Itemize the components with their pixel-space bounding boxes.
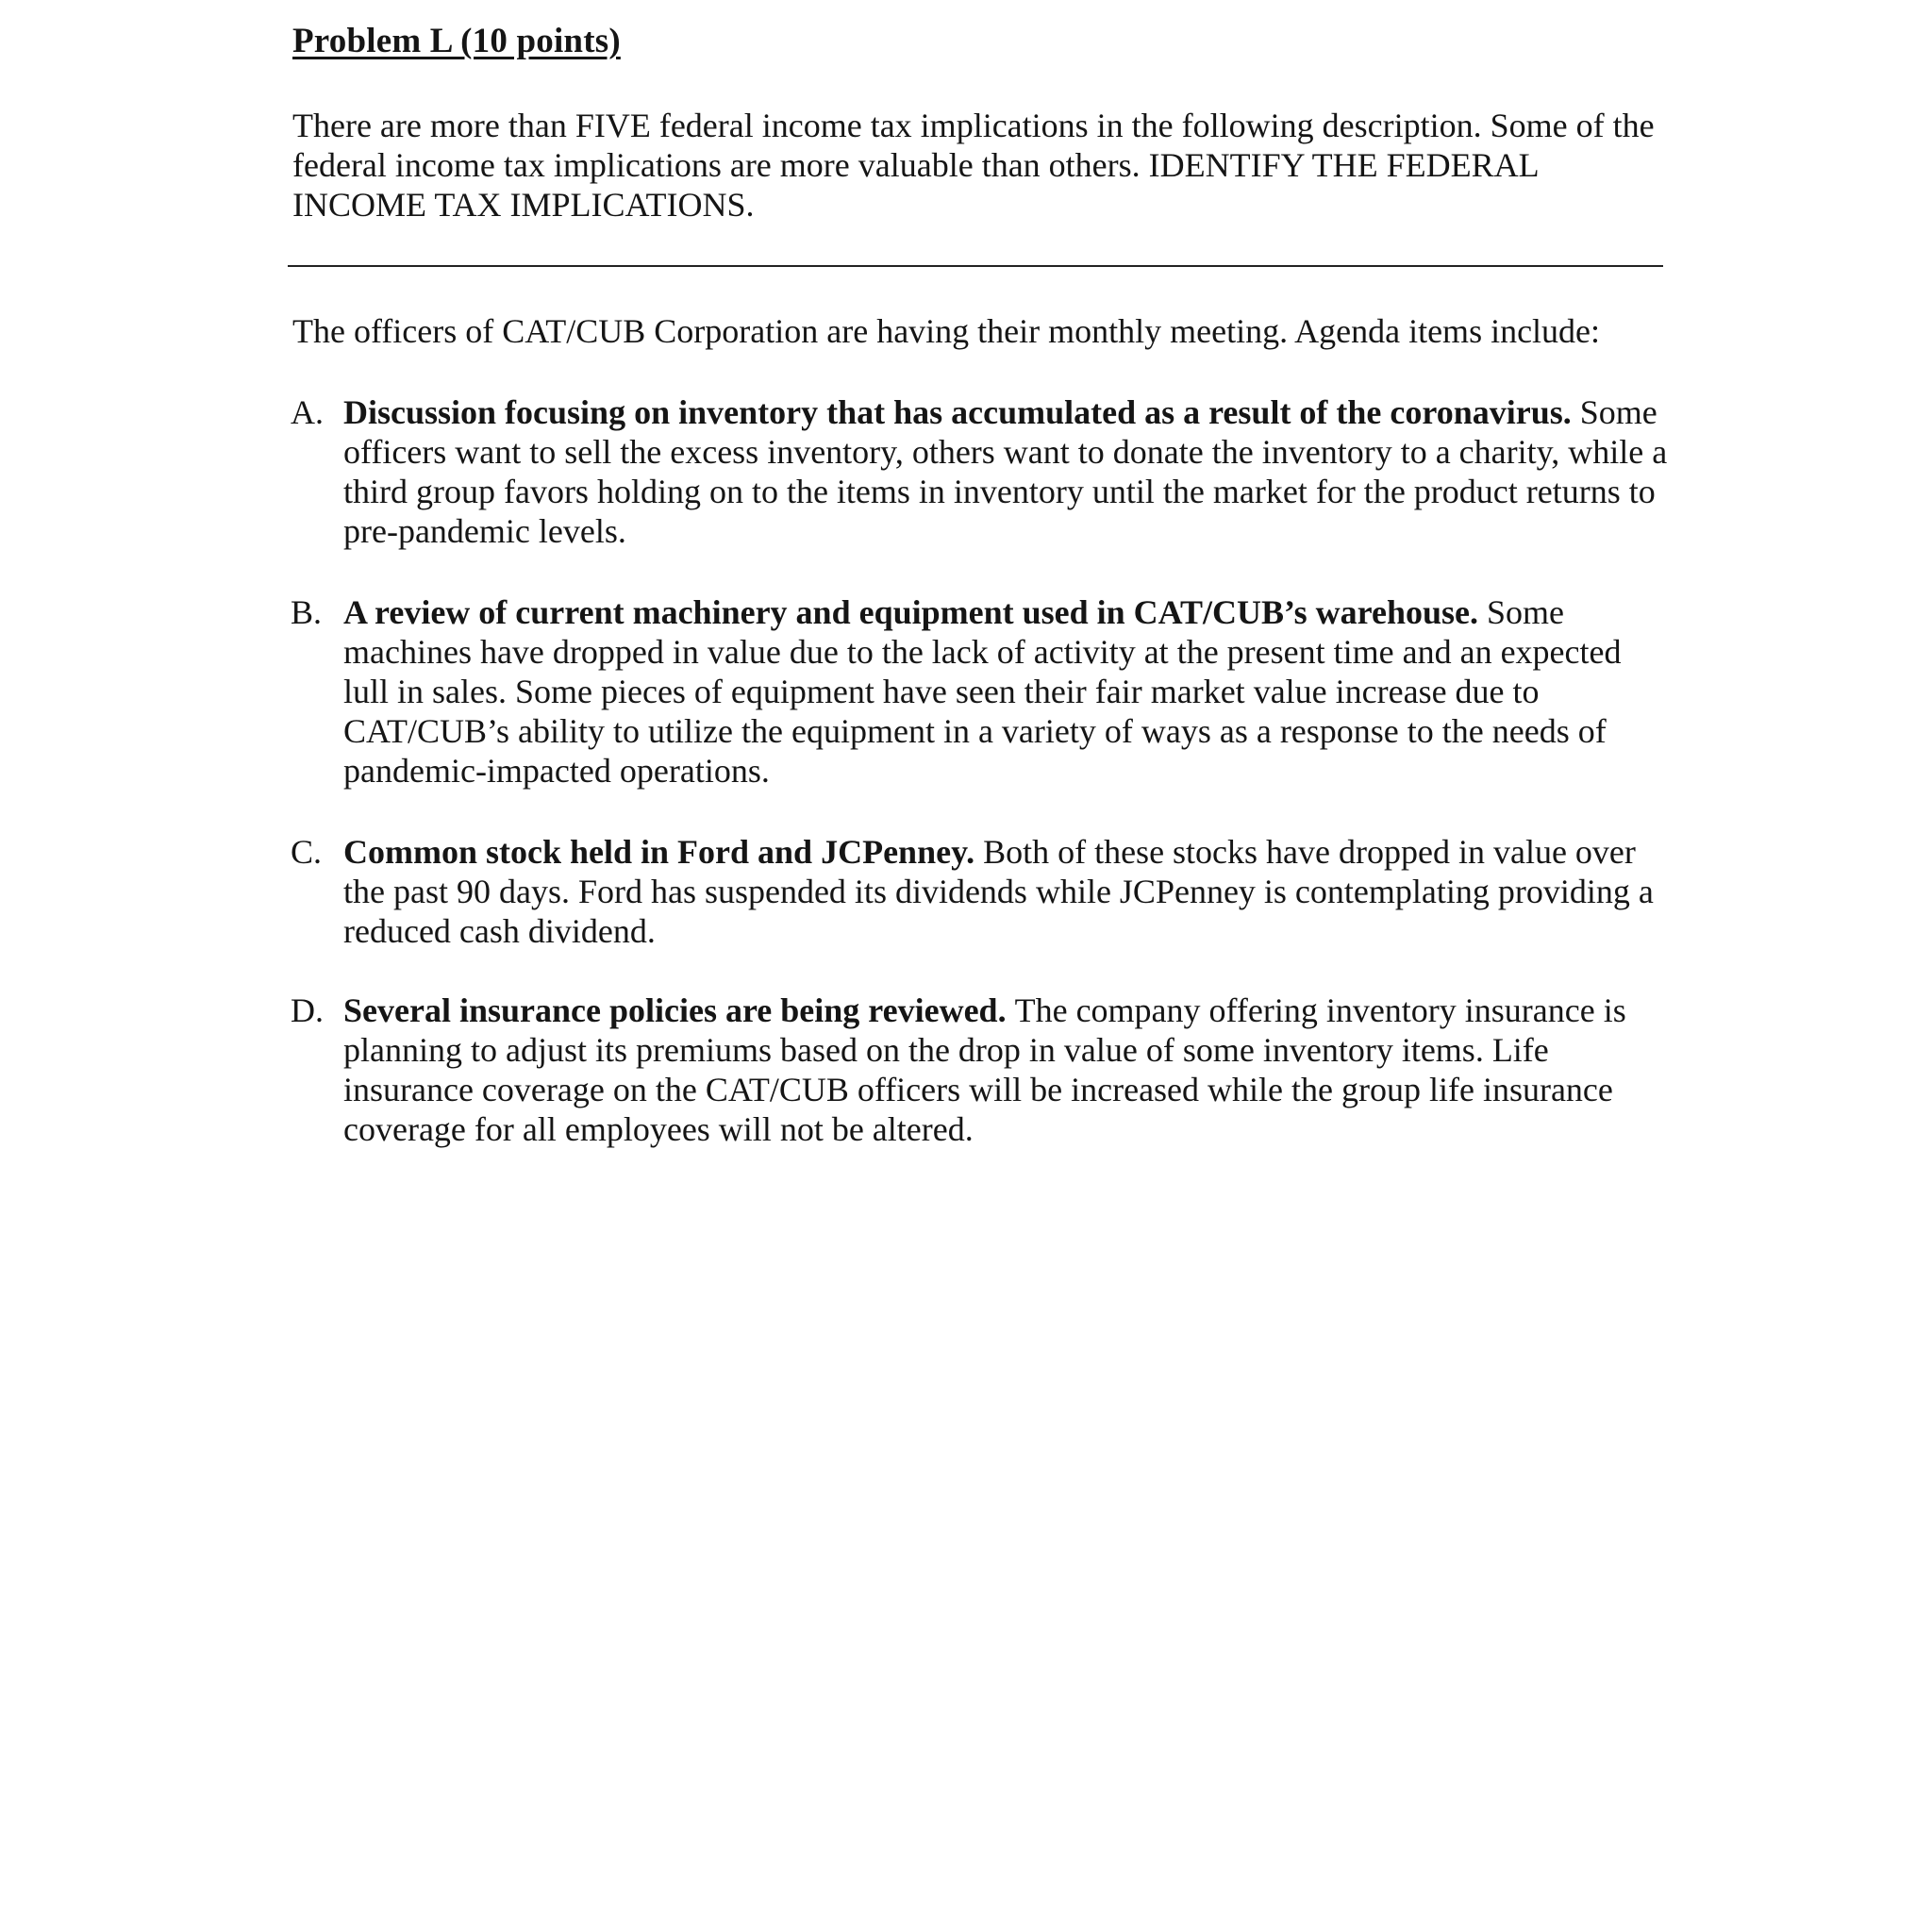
agenda-item-body — [343, 392, 1674, 551]
section-divider — [288, 265, 1663, 267]
agenda-item-letter: B. — [291, 593, 323, 631]
agenda-item-a — [291, 392, 1687, 551]
problem-title: Problem L (10 points) — [292, 22, 621, 60]
meeting-intro: The officers of CAT/CUB Corporation are having their monthly meeting. Agenda items include: — [292, 312, 1601, 350]
agenda-item-heading: A review of current machinery and equipment used in CAT/CUB’s warehouse. — [343, 593, 1488, 631]
agenda-item-heading: Common stock held in Ford and JCPenney. — [343, 833, 984, 871]
agenda-item-text: Some officers want to sell the excess inventory, others want to donate the inventory to a charity, while a third group favors holding on to the items in inventory until the market for the product returns to pre-pandemic levels. — [343, 393, 1668, 550]
agenda-item-text: The company offering inventory insurance is planning to adjust its premiums based on the drop in value of some inventory items. Life insurance coverage on the CAT/CUB officers will be increased while the group life insurance coverage for all employees will not be altered. — [343, 991, 1626, 1148]
agenda-item-heading: Discussion focusing on inventory that has accumulated as a result of the coronavirus. — [343, 393, 1580, 431]
agenda-item-text: Some machines have dropped in value due to the lack of activity at the present time and an expected lull in sales. Some pieces of equipment have seen their fair market value increase due to CAT/CUB’s ability to utilize the equipment in a variety of ways as a response to the needs of pandemic-impacted operations. — [343, 593, 1622, 790]
agenda-item-letter: A. — [291, 393, 324, 431]
agenda-item-body — [343, 832, 1674, 951]
agenda-item-text: Both of these stocks have dropped in value over the past 90 days. Ford has suspended its dividends while JCPenney is contemplating providing a reduced cash dividend. — [343, 833, 1654, 950]
agenda-item-letter: C. — [291, 833, 323, 871]
agenda-item-heading: Several insurance policies are being reviewed. — [343, 991, 1015, 1029]
agenda-item-letter: D. — [291, 991, 324, 1029]
agenda-item-body — [343, 991, 1674, 1149]
agenda-item-b — [291, 592, 1687, 791]
agenda-item-d — [291, 991, 1687, 1149]
agenda-item-c — [291, 832, 1687, 951]
problem-instructions: There are more than FIVE federal income tax implications in the following description. Some of the federal income tax implications are more valuable than others. IDENTIFY THE FEDERAL INCOME TAX IMPLICATIONS. — [292, 107, 1655, 224]
agenda-item-body — [343, 592, 1674, 791]
